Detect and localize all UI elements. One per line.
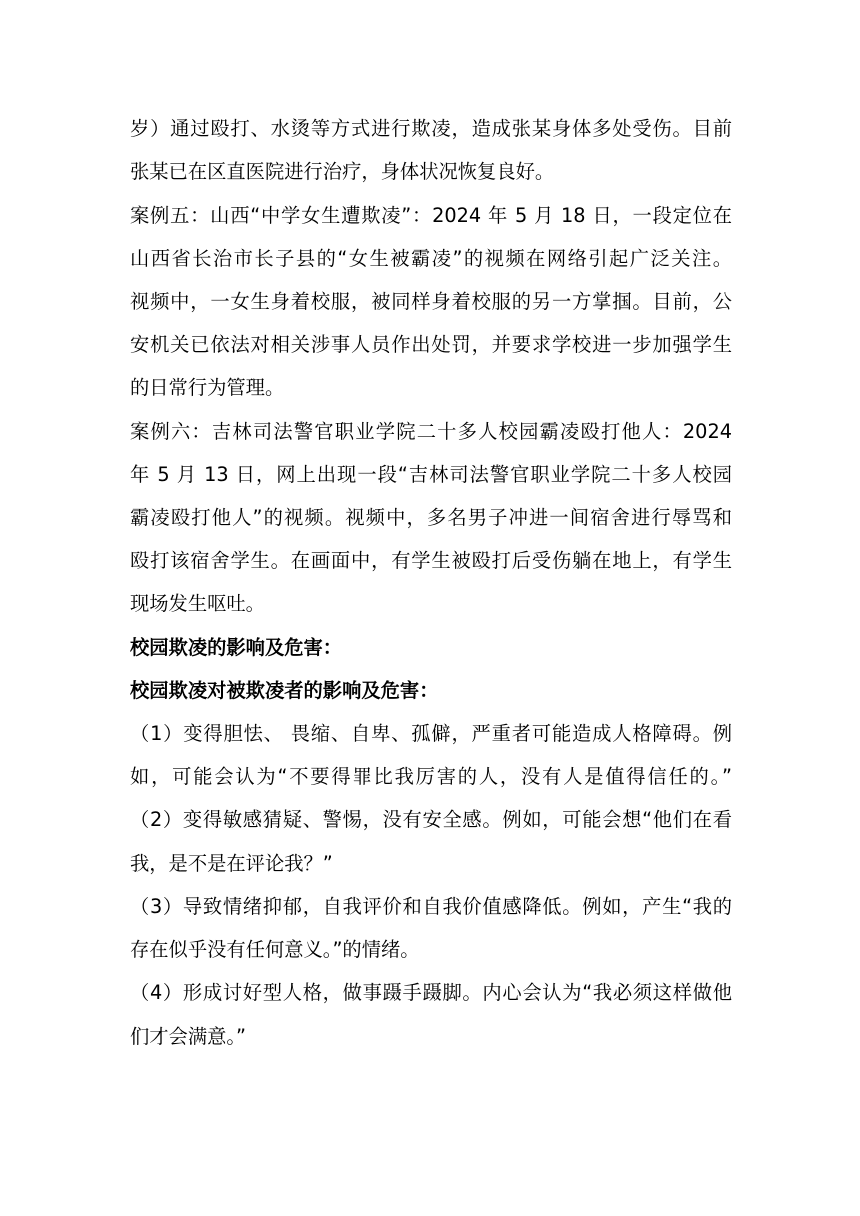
text-line: 视频中，一女生身着校服，被同样身着校服的另一方掌掴。目前，公 <box>130 290 732 313</box>
text-line: 的日常行为管理。 <box>130 376 285 399</box>
text-line: 山西省长治市长子县的“女生被霸凌”的视频在网络引起广泛关注。 <box>130 247 732 270</box>
text-line: 案例六：吉林司法警官职业学院二十多人校园霸凌殴打他人：2024 <box>130 420 732 443</box>
list-item-line: 我，是不是在评论我？” <box>130 852 333 875</box>
section-heading: 校园欺凌的影响及危害： <box>130 636 343 659</box>
list-item-line: （1）变得胆怯、 畏缩、自卑、孤僻，严重者可能造成人格障碍。例 <box>130 722 732 745</box>
text-line: 案例五：山西“中学女生遭欺凌”：2024 年 5 月 18 日，一段定位在 <box>130 204 732 227</box>
list-item-line: 如，可能会认为“不要得罪比我厉害的人，没有人是值得信任的。” <box>130 765 732 788</box>
list-item-line: （2）变得敏感猜疑、警惕，没有安全感。例如，可能会想“他们在看 <box>130 808 732 831</box>
text-line: 年 5 月 13 日，网上出现一段“吉林司法警官职业学院二十多人校园 <box>130 463 732 486</box>
text-line: 安机关已依法对相关涉事人员作出处罚，并要求学校进一步加强学生 <box>130 333 732 356</box>
text-line: 张某已在区直医院进行治疗，身体状况恢复良好。 <box>130 160 555 183</box>
list-item-line: 们才会满意。” <box>130 1025 247 1048</box>
list-item-line: （4）形成讨好型人格，做事蹑手蹑脚。内心会认为“我必须这样做他 <box>130 981 732 1004</box>
list-item-line: （3）导致情绪抑郁，自我评价和自我价值感降低。例如，产生“我的 <box>130 895 732 918</box>
text-line: 霸凌殴打他人”的视频。视频中，多名男子冲进一间宿舍进行辱骂和 <box>130 506 732 529</box>
text-line: 现场发生呕吐。 <box>130 592 265 615</box>
text-line: 岁）通过殴打、水烫等方式进行欺凌，造成张某身体多处受伤。目前 <box>130 117 732 140</box>
section-heading: 校园欺凌对被欺凌者的影响及危害： <box>130 679 439 702</box>
text-line: 殴打该宿舍学生。在画面中，有学生被殴打后受伤躺在地上，有学生 <box>130 549 732 572</box>
list-item-line: 存在似乎没有任何意义。”的情绪。 <box>130 938 420 961</box>
